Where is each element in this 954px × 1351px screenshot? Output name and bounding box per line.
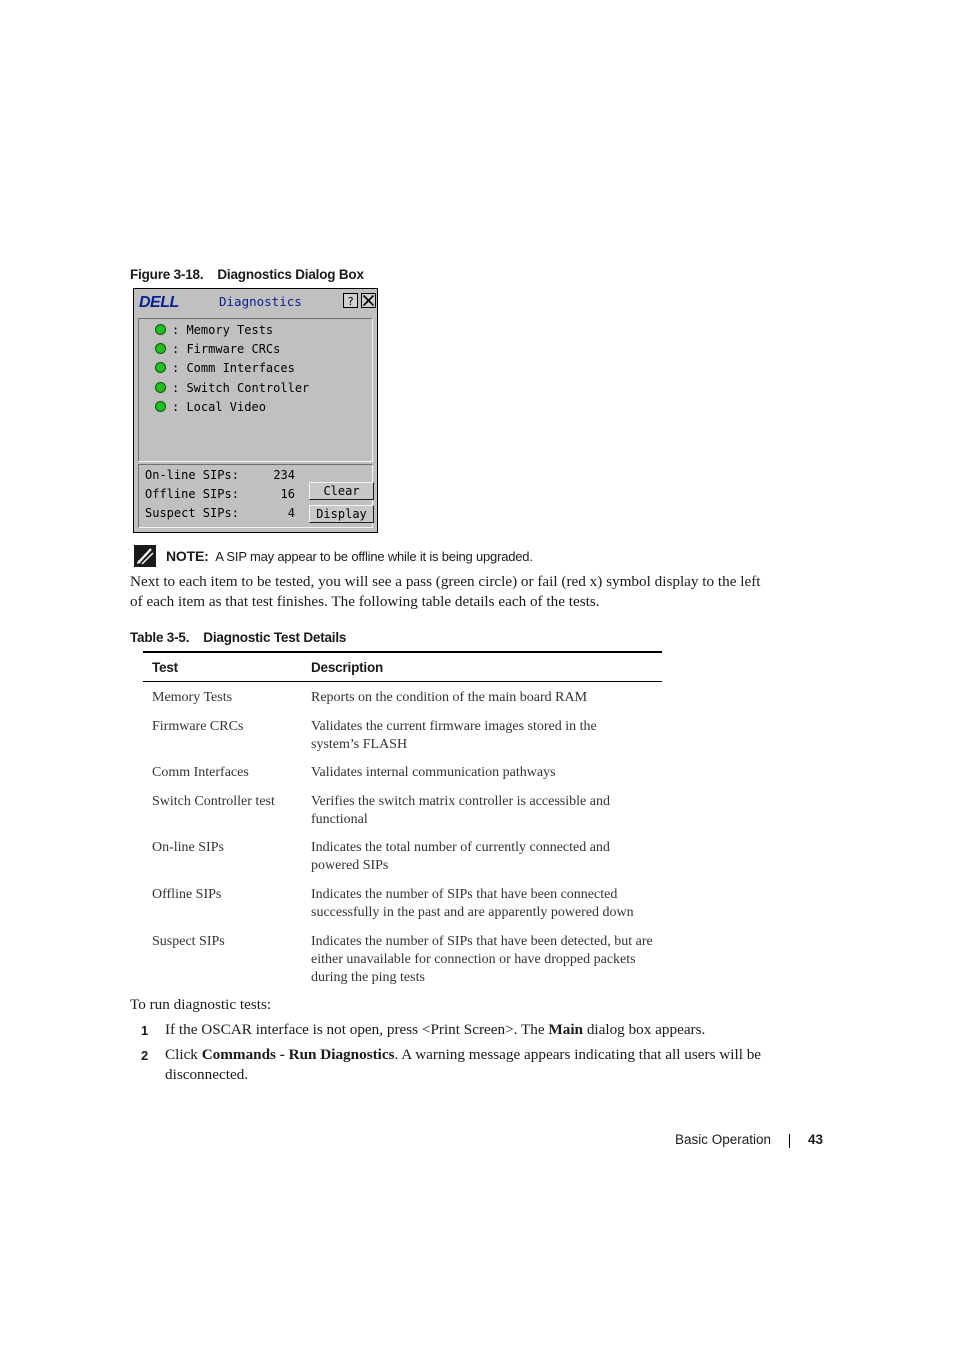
table-row-description: Indicates the number of SIPs that have been connected successfully in the past and are apparently powered down <box>311 887 634 920</box>
test-item-firmware <box>155 342 280 358</box>
test-label: : Comm Interfaces <box>172 361 295 375</box>
test-item-video <box>155 400 266 416</box>
test-label: : Memory Tests <box>172 323 274 337</box>
table-row-description: Verifies the switch matrix controller is accessible and functional <box>311 794 610 827</box>
step-bold: Commands - Run Diagnostics <box>201 1046 395 1063</box>
display-button[interactable]: Display <box>309 505 374 523</box>
dialog-title-bar <box>136 291 375 311</box>
suspect-sips-label: Suspect SIPs: <box>145 506 239 520</box>
table-row-test: On-line SIPs <box>152 840 224 855</box>
pass-status-icon <box>155 382 166 393</box>
footer-section-title: Basic Operation <box>675 1132 772 1147</box>
figure-title: Diagnostics Dialog Box <box>217 267 364 282</box>
table-row-test: Offline SIPs <box>152 887 222 902</box>
online-sips-value: 234 <box>273 468 295 482</box>
dialog-title: Diagnostics <box>219 294 302 309</box>
test-label: : Firmware CRCs <box>172 342 281 356</box>
figure-number: Figure 3-18. <box>130 267 204 282</box>
step-2-text <box>165 1045 775 1085</box>
header-test: Test <box>152 660 178 675</box>
test-item-memory <box>155 323 273 339</box>
step-bold: Main <box>548 1021 584 1038</box>
page-number: 43 <box>808 1132 824 1147</box>
dell-logo: DELL <box>139 294 179 311</box>
test-list-panel <box>138 318 373 462</box>
table-header-rule <box>143 681 662 682</box>
step-key: <Print Screen> <box>421 1021 514 1038</box>
pass-status-icon <box>155 362 166 373</box>
table-row-test: Memory Tests <box>152 690 233 705</box>
table-row-test: Switch Controller test <box>152 794 275 809</box>
table-row-description: Indicates the number of SIPs that have been detected, but are either unavailable for connection or have dropped packets during the ping tests <box>311 934 653 985</box>
clear-button[interactable]: Clear <box>309 482 374 500</box>
help-button[interactable]: ? <box>343 293 358 308</box>
step-text-part: . A warning message appears indicating that all users will be disconnected. <box>165 1046 762 1083</box>
test-label: : Switch Controller <box>172 381 310 395</box>
offline-sips-label: Offline SIPs: <box>145 487 239 501</box>
figure-caption <box>130 267 364 282</box>
table-row-test: Firmware CRCs <box>152 719 244 734</box>
step-text-part: If the OSCAR interface is not open, press <box>165 1021 422 1038</box>
table-title: Diagnostic Test Details <box>203 630 347 645</box>
header-description: Description <box>311 660 384 675</box>
offline-sips-value: 16 <box>280 487 295 501</box>
sip-summary-panel <box>138 464 373 528</box>
note-text <box>166 548 533 564</box>
close-icon <box>362 294 375 307</box>
pass-status-icon <box>155 401 166 412</box>
suspect-sips-value: 4 <box>287 506 295 520</box>
table-row-description: Indicates the total number of currently connected and powered SIPs <box>311 840 610 873</box>
table-top-rule <box>143 651 662 653</box>
table-row-test: Suspect SIPs <box>152 934 225 949</box>
table-caption <box>130 630 346 645</box>
pass-status-icon <box>155 324 166 335</box>
step-number: 1 <box>141 1023 149 1038</box>
table-number: Table 3-5. <box>130 630 190 645</box>
pencil-note-icon <box>134 545 156 567</box>
test-label: : Local Video <box>172 400 266 414</box>
table-row-description: Validates internal communication pathways <box>311 765 556 780</box>
diagnostics-dialog <box>133 288 378 533</box>
note-label: NOTE: <box>166 548 209 564</box>
intro-paragraph: Next to each item to be tested, you will see a pass (green circle) or fail (red x) symbol display to the left of each item as that test finishes. The following table details each of the tests. <box>130 573 761 610</box>
step-text-part: dialog box appears. <box>583 1021 706 1038</box>
footer-divider <box>789 1134 790 1148</box>
close-button[interactable] <box>361 293 376 308</box>
test-item-switch <box>155 381 309 397</box>
pass-status-icon <box>155 343 166 354</box>
step-text-part: . The <box>513 1021 549 1038</box>
step-text-part: Click <box>165 1046 202 1063</box>
table-row-description: Validates the current firmware images stored in the system’s FLASH <box>311 719 597 752</box>
table-row-description: Reports on the condition of the main board RAM <box>311 690 588 705</box>
step-1-text <box>165 1020 775 1040</box>
run-intro: To run diagnostic tests: <box>130 996 272 1013</box>
test-item-comm <box>155 361 295 377</box>
note-body: A SIP may appear to be offline while it is being upgraded. <box>215 549 533 564</box>
online-sips-label: On-line SIPs: <box>145 468 239 482</box>
step-number: 2 <box>141 1048 149 1063</box>
table-row-test: Comm Interfaces <box>152 765 249 780</box>
